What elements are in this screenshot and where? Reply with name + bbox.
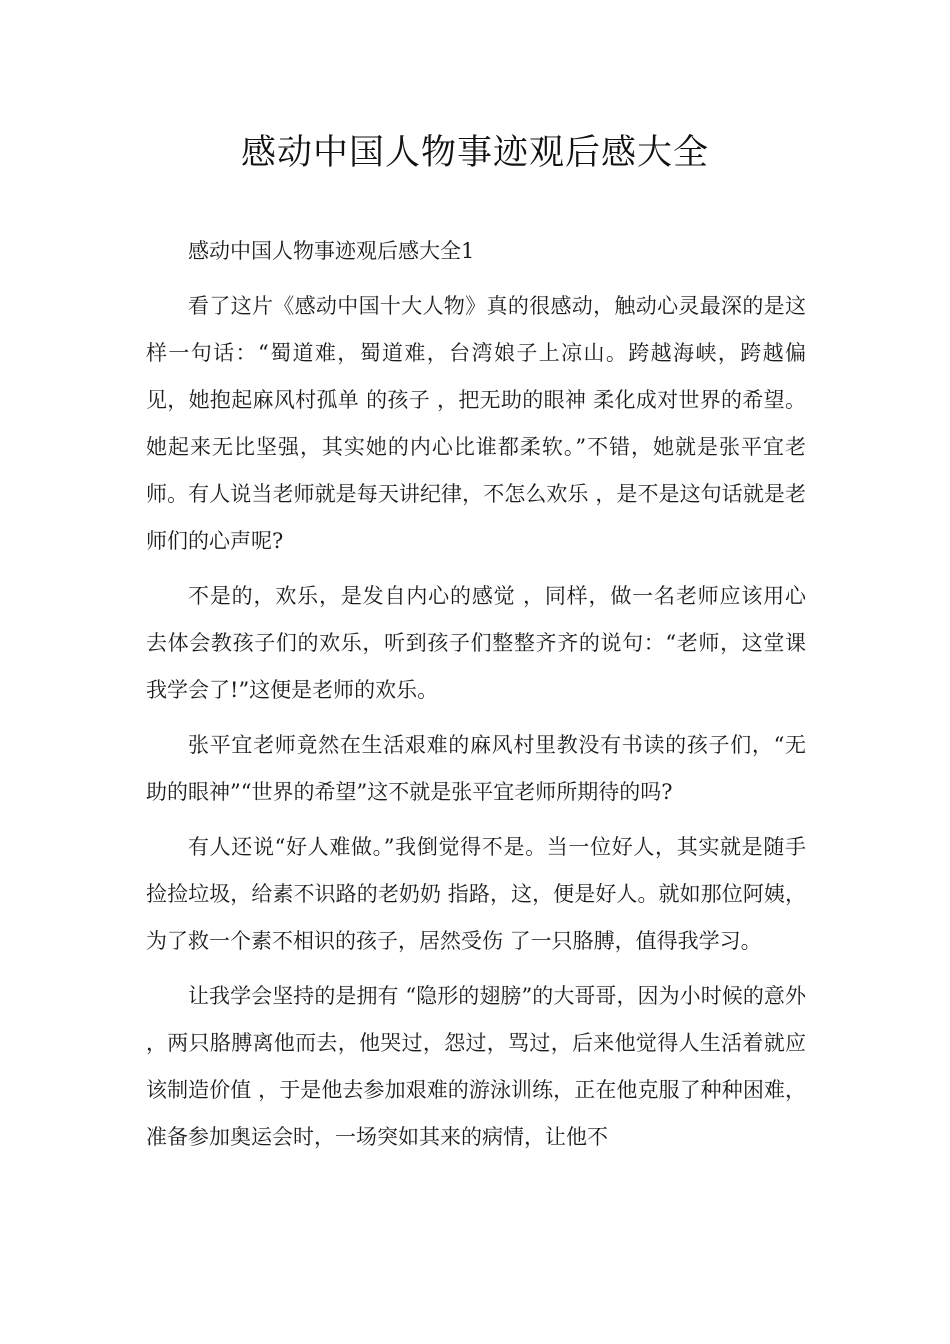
paragraph: 张平宜老师竟然在生活艰难的麻风村里教没有书读的孩子们，“无助的眼神”“世界的希望”这不就是张平宜老师所期待的吗? <box>146 733 806 804</box>
section-heading: 感动中国人物事迹观后感大全1 <box>188 239 475 263</box>
document-body <box>146 228 806 1169</box>
document-title: 感动中国人物事迹观后感大全 <box>240 133 709 173</box>
paragraph: 有人还说“好人难做。”我倒觉得不是。当一位好人，其实就是随手捡捡垃圾，给素不识路的老奶奶 指路，这，便是好人。就如那位阿姨，为了救一个素不相识的孩子，居然受伤 了一只胳膊，值得我学习。 <box>146 835 806 953</box>
paragraph: 不是的，欢乐，是发自内心的感觉 ，同样，做一名老师应该用心 去体会教孩子们的欢乐，听到孩子们整整齐齐的说句：“老师，这堂课我学会了!”这便是老师的欢乐。 <box>146 584 806 702</box>
paragraph: 看了这片《感动中国十大人物》真的很感动，触动心灵最深的是这样一句话：“蜀道难，蜀道难，台湾娘子上凉山。跨越海峡，跨越偏见，她抱起麻风村孤单 的孩子 ，把无助的眼神 柔化成对世界的希望。她起来无比坚强，其实她的内心比谁都柔软。”不错，她就是张平宜老师。有人说当老师就是每天讲纪律，不怎么欢乐 ，是不是这句话就是老师们的心声呢? <box>146 294 806 553</box>
paragraph: 让我学会坚持的是拥有 “隐形的翅膀”的大哥哥，因为小时候的意外 ，两只胳膊离他而去，他哭过，怨过，骂过，后来他觉得人生活着就应该制造价值 ，于是他去参加艰难的游泳训练，正在他克服了种种困难，准备参加奥运会时，一场突如其来的病情，让他不 <box>146 984 806 1149</box>
